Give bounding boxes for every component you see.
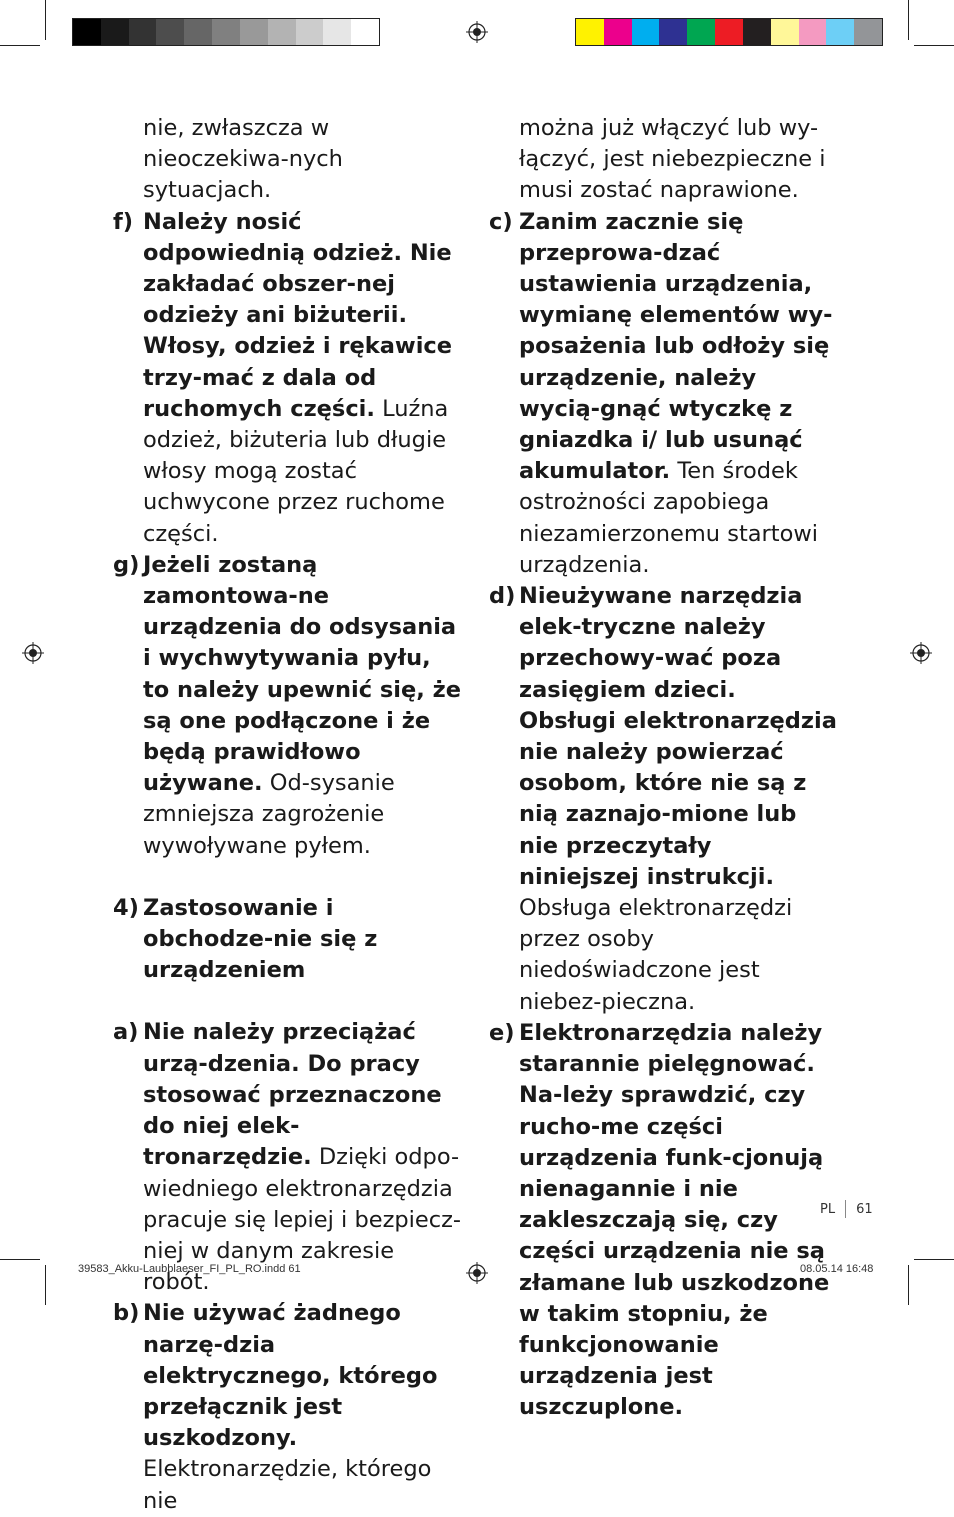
color-swatch — [743, 19, 771, 45]
color-swatch — [659, 19, 687, 45]
item-label: d) — [489, 583, 516, 610]
color-swatch — [73, 19, 101, 45]
color-control-strip — [575, 18, 883, 46]
color-swatch — [632, 19, 660, 45]
color-swatch — [296, 19, 324, 45]
item-heading: Należy nosić odpowiednią odzież. Nie zakładać obszer-nej odzieży ani biżuterii. Włosy, odzież i rękawice trzy-mać z dala od ruchomych części. — [143, 208, 453, 422]
item-label: c) — [489, 208, 513, 235]
list-item-g — [113, 550, 463, 862]
language-code: PL — [820, 1201, 836, 1217]
file-slug: 39583_Akku-Laubblaeser_FI_PL_RO.indd 61 — [78, 1263, 301, 1275]
crop-mark — [914, 1259, 954, 1260]
registration-mark-icon — [22, 642, 44, 664]
color-swatch — [687, 19, 715, 45]
item-text: nie, zwłaszcza w nieoczekiwa-nych sytuacjach. — [143, 115, 343, 204]
color-swatch — [854, 19, 882, 45]
item-label: b) — [113, 1300, 140, 1327]
left-text-column — [113, 113, 463, 1517]
color-swatch — [604, 19, 632, 45]
continuation-paragraph — [113, 113, 463, 207]
item-heading: Nieużywane narzędzia elek-tryczne należy przechowy-wać poza zasięgiem dzieci. Obsługi elektronarzędzia nie należy powierzać osobom, które nie są z nią zaznajo-mione lub nie przeczytały niniejszej instrukcji. — [519, 583, 837, 890]
continuation-paragraph — [489, 113, 839, 207]
item-text: Luźna odzież, biżuteria lub długie włosy mogą zostać uchwycone przez ruchome części. — [143, 395, 449, 547]
item-heading: Nie należy przeciążać urzą-dzenia. Do pracy stosować przeznaczone do niej elek-tronarzędzie. — [143, 1019, 442, 1171]
item-label: a) — [113, 1019, 139, 1046]
color-swatch — [351, 19, 379, 45]
color-swatch — [576, 19, 604, 45]
section-heading-4 — [113, 893, 463, 987]
item-text: Dzięki odpo-wiedniego elektronarzędzia pracuje się lepiej i bezpiecz-niej w danym zakresie robót. — [143, 1144, 462, 1296]
crop-mark — [0, 45, 40, 46]
date-slug: 08.05.14 16:48 — [800, 1263, 874, 1275]
list-item-a — [113, 1017, 463, 1298]
color-swatch — [101, 19, 129, 45]
right-text-column — [489, 113, 839, 1424]
color-swatch — [715, 19, 743, 45]
list-item-d — [489, 581, 839, 1018]
item-text: można już włączyć lub wy-łączyć, jest niebezpieczne i musi zostać naprawione. — [519, 115, 826, 204]
item-label: f) — [113, 208, 134, 235]
item-text: Od-sysanie zmniejsza zagrożenie wywoływane pyłem. — [143, 770, 395, 859]
color-swatch — [826, 19, 854, 45]
grayscale-control-strip — [72, 18, 380, 46]
registration-mark-icon — [466, 21, 488, 43]
registration-mark-icon — [910, 642, 932, 664]
footer-divider — [845, 1200, 846, 1218]
item-label: 4) — [113, 894, 139, 921]
section-title: Zastosowanie i obchodze-nie się z urządzeniem — [143, 894, 378, 984]
page-number: 61 — [856, 1201, 873, 1217]
list-item-e — [489, 1018, 839, 1424]
item-text: Obsługa elektronarzędzi przez osoby niedoświadczone jest niebez-pieczna. — [519, 895, 793, 1015]
list-item-b — [113, 1298, 463, 1516]
item-heading: Jeżeli zostaną zamontowa-ne urządzenia do odsysania i wychwytywania pyłu, to należy upewnić się, że są one podłączone i że będą prawidłowo używane. — [143, 551, 461, 797]
color-swatch — [323, 19, 351, 45]
item-heading: Nie używać żadnego narzę-dzia elektrycznego, którego przełącznik jest uszkodzony. — [143, 1300, 438, 1452]
color-swatch — [799, 19, 827, 45]
crop-mark — [908, 0, 909, 40]
color-swatch — [771, 19, 799, 45]
registration-mark-icon — [466, 1262, 488, 1284]
crop-mark — [908, 1265, 909, 1305]
item-text: Elektronarzędzie, którego nie — [143, 1456, 432, 1514]
item-label — [489, 113, 519, 207]
crop-mark — [45, 0, 46, 40]
color-swatch — [156, 19, 184, 45]
crop-mark — [0, 1259, 40, 1260]
color-swatch — [212, 19, 240, 45]
color-swatch — [268, 19, 296, 45]
item-label: e) — [489, 1019, 515, 1046]
item-text: Ten środek ostrożności zapobiega niezamierzonemu startowi urządzenia. — [519, 458, 819, 578]
item-label — [113, 113, 143, 207]
crop-mark — [914, 45, 954, 46]
list-item-f — [113, 207, 463, 550]
color-swatch — [184, 19, 212, 45]
item-heading: Elektronarzędzia należy starannie pielęgnować. Na-leży sprawdzić, czy rucho-me części urządzenia funk-cjonują nienagannie i nie zakleszczają się, czy części urządzenia nie są złamane lub uszkodzone w takim stopniu, że funkcjonowanie urządzenia jest uszczuplone. — [519, 1019, 830, 1421]
crop-mark — [45, 1265, 46, 1305]
item-heading: Zanim zacznie się przeprowa-dzać ustawienia urządzenia, wymianę elementów wy-posażenia lub odłoży się urządzenie, należy wycią-gnąć wtyczkę z gniazdka i/ lub usunąć akumulator. — [519, 208, 833, 485]
page-footer — [820, 1200, 873, 1218]
list-item-c — [489, 207, 839, 581]
item-label: g) — [113, 551, 140, 578]
color-swatch — [129, 19, 157, 45]
color-swatch — [240, 19, 268, 45]
